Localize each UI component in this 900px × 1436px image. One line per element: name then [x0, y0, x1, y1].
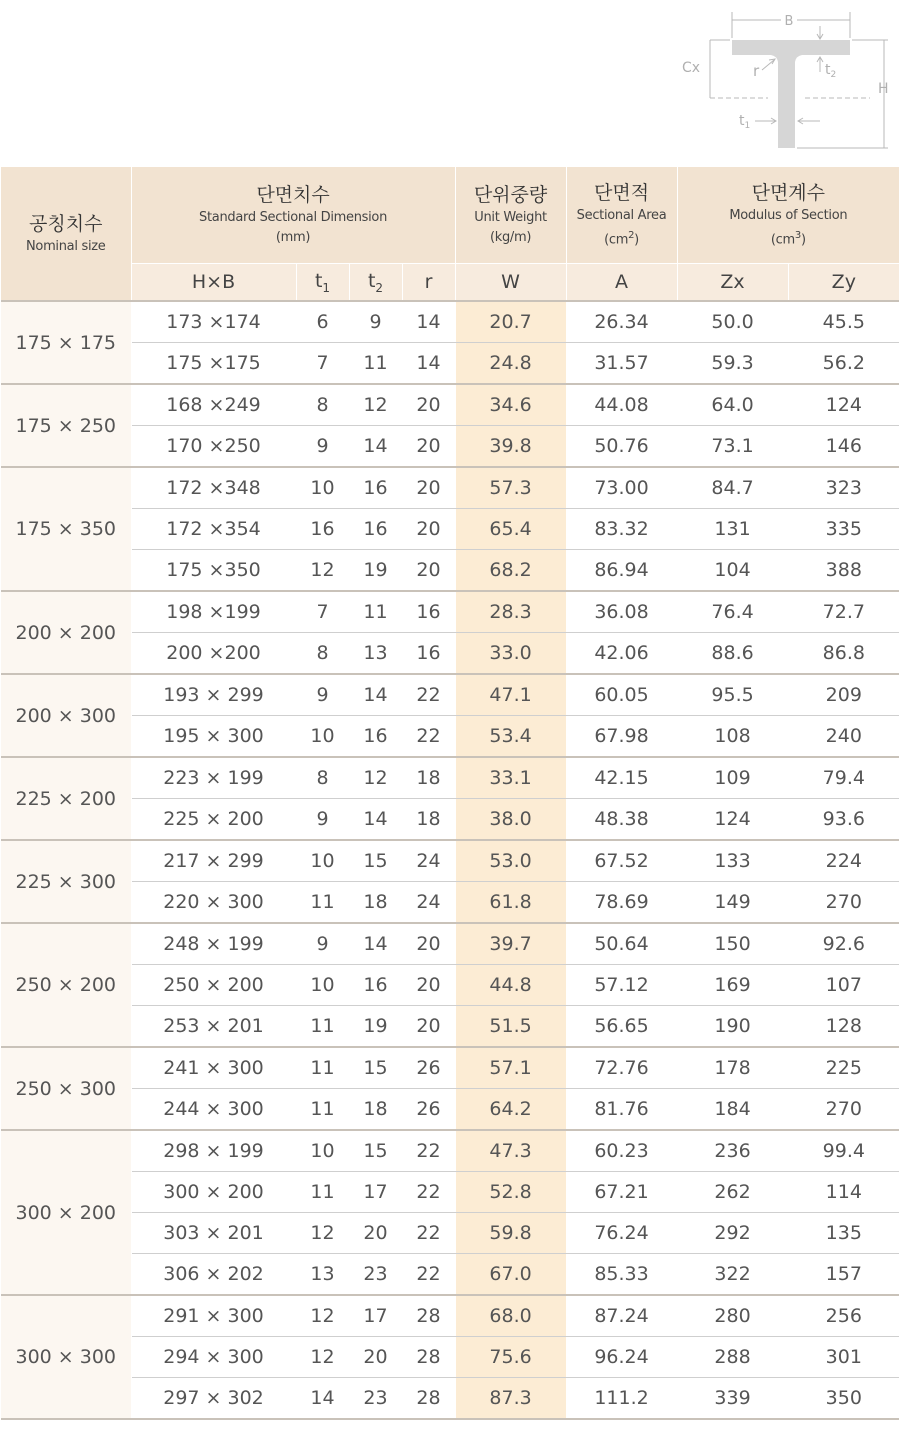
- cell-t1: 9: [296, 799, 349, 841]
- cell-zy: 79.4: [788, 757, 899, 799]
- cell-t1: 7: [296, 591, 349, 633]
- cell-r: 24: [402, 840, 455, 882]
- cell-hxb: 223 × 199: [131, 757, 296, 799]
- header-unit-weight: 단위중량 Unit Weight (kg/m): [455, 167, 566, 264]
- nominal-size-cell: 300 × 200: [1, 1130, 131, 1295]
- cell-zx: 280: [677, 1295, 788, 1337]
- cell-a: 67.52: [566, 840, 677, 882]
- cell-w: 51.5: [455, 1006, 566, 1048]
- cell-w: 65.4: [455, 509, 566, 550]
- cell-zx: 178: [677, 1047, 788, 1089]
- cell-zx: 339: [677, 1378, 788, 1420]
- table-row: [1, 882, 899, 924]
- cell-hxb: 175 ×175: [131, 343, 296, 385]
- cell-t2: 17: [349, 1295, 402, 1337]
- table-row: [1, 633, 899, 675]
- table-body: [1, 301, 899, 1419]
- cell-hxb: 220 × 300: [131, 882, 296, 924]
- cell-zy: 128: [788, 1006, 899, 1048]
- cell-zx: 95.5: [677, 674, 788, 716]
- table-row: [1, 1378, 899, 1420]
- cell-hxb: 193 × 299: [131, 674, 296, 716]
- cell-w: 53.4: [455, 716, 566, 758]
- cell-r: 20: [402, 384, 455, 426]
- table-row: [1, 1337, 899, 1378]
- cell-a: 48.38: [566, 799, 677, 841]
- nominal-size-cell: 225 × 200: [1, 757, 131, 840]
- cell-w: 57.1: [455, 1047, 566, 1089]
- cell-a: 36.08: [566, 591, 677, 633]
- table-row: [1, 1089, 899, 1131]
- cell-a: 44.08: [566, 384, 677, 426]
- nominal-size-cell: 200 × 300: [1, 674, 131, 757]
- cell-r: 14: [402, 343, 455, 385]
- cell-t2: 14: [349, 923, 402, 965]
- cell-a: 42.15: [566, 757, 677, 799]
- cell-zy: 256: [788, 1295, 899, 1337]
- cell-r: 28: [402, 1337, 455, 1378]
- cell-a: 26.34: [566, 301, 677, 343]
- cell-t1: 10: [296, 716, 349, 758]
- cell-t1: 8: [296, 633, 349, 675]
- header-sectional-area: 단면적 Sectional Area $(cm^2)$: [566, 167, 677, 264]
- cell-w: 44.8: [455, 965, 566, 1006]
- cell-t1: 11: [296, 1047, 349, 1089]
- label-b: B: [784, 14, 794, 29]
- cell-zx: 292: [677, 1213, 788, 1254]
- cell-a: 87.24: [566, 1295, 677, 1337]
- cell-zx: 84.7: [677, 467, 788, 509]
- nominal-size-cell: 250 × 300: [1, 1047, 131, 1130]
- cell-zy: 99.4: [788, 1130, 899, 1172]
- cell-t2: 14: [349, 426, 402, 468]
- cell-r: 20: [402, 550, 455, 592]
- cell-a: 96.24: [566, 1337, 677, 1378]
- cell-t2: 18: [349, 882, 402, 924]
- col-t1: $t_1$: [296, 264, 349, 302]
- table-row: [1, 923, 899, 965]
- cell-t2: 11: [349, 591, 402, 633]
- cell-r: 26: [402, 1047, 455, 1089]
- cell-r: 22: [402, 1213, 455, 1254]
- cell-zy: 350: [788, 1378, 899, 1420]
- cell-hxb: 294 × 300: [131, 1337, 296, 1378]
- cell-hxb: 172 ×354: [131, 509, 296, 550]
- table-row: [1, 591, 899, 633]
- cell-r: 28: [402, 1295, 455, 1337]
- cell-t1: 14: [296, 1378, 349, 1420]
- cell-t2: 9: [349, 301, 402, 343]
- cell-t2: 16: [349, 467, 402, 509]
- cell-w: 24.8: [455, 343, 566, 385]
- cell-zy: 107: [788, 965, 899, 1006]
- cell-t1: 10: [296, 467, 349, 509]
- table-row: [1, 1295, 899, 1337]
- cell-a: 50.76: [566, 426, 677, 468]
- cell-t2: 13: [349, 633, 402, 675]
- cell-r: 22: [402, 1130, 455, 1172]
- cell-w: 52.8: [455, 1172, 566, 1213]
- cell-a: 83.32: [566, 509, 677, 550]
- cell-t2: 17: [349, 1172, 402, 1213]
- cell-r: 18: [402, 757, 455, 799]
- cell-r: 22: [402, 1172, 455, 1213]
- cell-t2: 15: [349, 1130, 402, 1172]
- table-row: [1, 1130, 899, 1172]
- cell-w: 33.1: [455, 757, 566, 799]
- cell-t2: 14: [349, 799, 402, 841]
- cell-zx: 150: [677, 923, 788, 965]
- cell-t2: 15: [349, 840, 402, 882]
- cell-zx: 236: [677, 1130, 788, 1172]
- cell-r: 20: [402, 426, 455, 468]
- cell-hxb: 225 × 200: [131, 799, 296, 841]
- nominal-size-cell: 175 × 350: [1, 467, 131, 591]
- cell-a: 78.69: [566, 882, 677, 924]
- cell-w: 20.7: [455, 301, 566, 343]
- cell-t2: 19: [349, 1006, 402, 1048]
- cell-t2: 16: [349, 509, 402, 550]
- cell-zy: 335: [788, 509, 899, 550]
- cell-t2: 15: [349, 1047, 402, 1089]
- cell-t2: 23: [349, 1254, 402, 1296]
- cell-zx: 124: [677, 799, 788, 841]
- cell-t1: 12: [296, 550, 349, 592]
- cell-zy: 92.6: [788, 923, 899, 965]
- cell-t2: 23: [349, 1378, 402, 1420]
- cell-t2: 20: [349, 1213, 402, 1254]
- cell-r: 20: [402, 965, 455, 1006]
- cell-zx: 59.3: [677, 343, 788, 385]
- cell-w: 68.0: [455, 1295, 566, 1337]
- cell-zx: 133: [677, 840, 788, 882]
- cell-hxb: 173 ×174: [131, 301, 296, 343]
- cell-t2: 16: [349, 965, 402, 1006]
- cell-zy: 45.5: [788, 301, 899, 343]
- cell-r: 16: [402, 591, 455, 633]
- table-row: [1, 467, 899, 509]
- cell-w: 53.0: [455, 840, 566, 882]
- table-row: [1, 509, 899, 550]
- cell-hxb: 297 × 302: [131, 1378, 296, 1420]
- table-row: [1, 799, 899, 841]
- cell-zx: 108: [677, 716, 788, 758]
- cell-r: 20: [402, 509, 455, 550]
- cell-hxb: 250 × 200: [131, 965, 296, 1006]
- cell-w: 75.6: [455, 1337, 566, 1378]
- cell-t1: 12: [296, 1337, 349, 1378]
- cell-t1: 8: [296, 384, 349, 426]
- cell-a: 50.64: [566, 923, 677, 965]
- cell-t2: 19: [349, 550, 402, 592]
- cell-a: 81.76: [566, 1089, 677, 1131]
- cell-hxb: 300 × 200: [131, 1172, 296, 1213]
- cell-r: 20: [402, 467, 455, 509]
- cell-t2: 11: [349, 343, 402, 385]
- cell-a: 67.21: [566, 1172, 677, 1213]
- t-section-shape: [732, 40, 850, 148]
- cell-hxb: 195 × 300: [131, 716, 296, 758]
- cell-t1: 6: [296, 301, 349, 343]
- cell-hxb: 253 × 201: [131, 1006, 296, 1048]
- cell-zy: 240: [788, 716, 899, 758]
- cell-r: 22: [402, 716, 455, 758]
- cell-t1: 8: [296, 757, 349, 799]
- cell-w: 34.6: [455, 384, 566, 426]
- col-a: A: [566, 264, 677, 302]
- cell-a: 42.06: [566, 633, 677, 675]
- cell-t1: 9: [296, 674, 349, 716]
- cell-zy: 301: [788, 1337, 899, 1378]
- cell-t1: 16: [296, 509, 349, 550]
- table-row: [1, 1006, 899, 1048]
- cell-zy: 270: [788, 1089, 899, 1131]
- label-cx: Cx: [682, 60, 701, 76]
- cell-t2: 16: [349, 716, 402, 758]
- nominal-size-cell: 225 × 300: [1, 840, 131, 923]
- cell-r: 14: [402, 301, 455, 343]
- cell-zy: 270: [788, 882, 899, 924]
- cell-zy: 86.8: [788, 633, 899, 675]
- cell-a: 72.76: [566, 1047, 677, 1089]
- label-r: r: [753, 62, 760, 80]
- cell-r: 24: [402, 882, 455, 924]
- cell-t1: 12: [296, 1213, 349, 1254]
- table-row: [1, 1213, 899, 1254]
- table-row: [1, 840, 899, 882]
- cell-zx: 64.0: [677, 384, 788, 426]
- cell-a: 56.65: [566, 1006, 677, 1048]
- cell-zx: 184: [677, 1089, 788, 1131]
- cell-t1: 13: [296, 1254, 349, 1296]
- nominal-size-cell: 175 × 250: [1, 384, 131, 467]
- cell-zx: 88.6: [677, 633, 788, 675]
- col-r: r: [402, 264, 455, 302]
- cell-t1: 9: [296, 426, 349, 468]
- cell-w: 38.0: [455, 799, 566, 841]
- cell-w: 39.7: [455, 923, 566, 965]
- nominal-size-cell: 300 × 300: [1, 1295, 131, 1419]
- cell-w: 47.1: [455, 674, 566, 716]
- cell-hxb: 198 ×199: [131, 591, 296, 633]
- cell-zx: 169: [677, 965, 788, 1006]
- cell-r: 22: [402, 1254, 455, 1296]
- cell-hxb: 244 × 300: [131, 1089, 296, 1131]
- cell-zy: 146: [788, 426, 899, 468]
- cell-zy: 114: [788, 1172, 899, 1213]
- table-row: [1, 1172, 899, 1213]
- cell-r: 20: [402, 923, 455, 965]
- header-modulus-of-section: 단면계수 Modulus of Section $(cm^3)$: [677, 167, 899, 264]
- cell-t1: 9: [296, 923, 349, 965]
- label-t1: $t_1$: [739, 113, 751, 131]
- nominal-size-cell: 200 × 200: [1, 591, 131, 674]
- label-h: H: [878, 81, 889, 97]
- cell-zx: 190: [677, 1006, 788, 1048]
- col-zx: Zx: [677, 264, 788, 302]
- cell-a: 76.24: [566, 1213, 677, 1254]
- cell-zx: 50.0: [677, 301, 788, 343]
- cell-zx: 288: [677, 1337, 788, 1378]
- cell-t1: 7: [296, 343, 349, 385]
- cell-hxb: 298 × 199: [131, 1130, 296, 1172]
- cell-hxb: 172 ×348: [131, 467, 296, 509]
- cell-w: 59.8: [455, 1213, 566, 1254]
- cell-t2: 12: [349, 384, 402, 426]
- cell-zx: 73.1: [677, 426, 788, 468]
- cell-zy: 209: [788, 674, 899, 716]
- cell-zy: 56.2: [788, 343, 899, 385]
- table-row: [1, 426, 899, 468]
- col-zy: Zy: [788, 264, 899, 302]
- cell-a: 73.00: [566, 467, 677, 509]
- cell-t2: 14: [349, 674, 402, 716]
- table-row: [1, 757, 899, 799]
- cell-a: 60.05: [566, 674, 677, 716]
- cell-a: 85.33: [566, 1254, 677, 1296]
- cell-zx: 104: [677, 550, 788, 592]
- cell-a: 111.2: [566, 1378, 677, 1420]
- header-sectional-dimension: 단면치수 Standard Sectional Dimension (mm): [131, 167, 455, 264]
- cell-zy: 135: [788, 1213, 899, 1254]
- col-w: W: [455, 264, 566, 302]
- cell-r: 22: [402, 674, 455, 716]
- table-row: [1, 550, 899, 592]
- cell-hxb: 217 × 299: [131, 840, 296, 882]
- cell-zx: 76.4: [677, 591, 788, 633]
- cell-r: 28: [402, 1378, 455, 1420]
- t-section-diagram: [670, 0, 900, 160]
- cell-zx: 109: [677, 757, 788, 799]
- cell-hxb: 175 ×350: [131, 550, 296, 592]
- cell-zy: 157: [788, 1254, 899, 1296]
- cell-zx: 131: [677, 509, 788, 550]
- cell-a: 57.12: [566, 965, 677, 1006]
- cell-hxb: 248 × 199: [131, 923, 296, 965]
- cell-t1: 10: [296, 1130, 349, 1172]
- cell-t2: 12: [349, 757, 402, 799]
- t-section-spec-table: [1, 167, 899, 1420]
- cell-t1: 11: [296, 882, 349, 924]
- cell-w: 64.2: [455, 1089, 566, 1131]
- cell-r: 16: [402, 633, 455, 675]
- cell-hxb: 170 ×250: [131, 426, 296, 468]
- col-t2: $t_2$: [349, 264, 402, 302]
- cell-hxb: 306 × 202: [131, 1254, 296, 1296]
- cell-r: 26: [402, 1089, 455, 1131]
- cell-t2: 20: [349, 1337, 402, 1378]
- cell-t1: 11: [296, 1172, 349, 1213]
- cell-w: 57.3: [455, 467, 566, 509]
- cell-a: 67.98: [566, 716, 677, 758]
- cell-w: 39.8: [455, 426, 566, 468]
- table-row: [1, 343, 899, 385]
- cell-t1: 11: [296, 1089, 349, 1131]
- nominal-size-cell: 175 × 175: [1, 301, 131, 384]
- cell-w: 67.0: [455, 1254, 566, 1296]
- cell-r: 18: [402, 799, 455, 841]
- nominal-size-cell: 250 × 200: [1, 923, 131, 1047]
- cell-t1: 12: [296, 1295, 349, 1337]
- cell-w: 47.3: [455, 1130, 566, 1172]
- cell-r: 20: [402, 1006, 455, 1048]
- cell-zy: 124: [788, 384, 899, 426]
- table-row: [1, 674, 899, 716]
- cell-hxb: 303 × 201: [131, 1213, 296, 1254]
- cell-t1: 11: [296, 1006, 349, 1048]
- cell-w: 28.3: [455, 591, 566, 633]
- cell-hxb: 168 ×249: [131, 384, 296, 426]
- label-t2: $t_2$: [825, 62, 837, 80]
- cell-zy: 388: [788, 550, 899, 592]
- cell-w: 61.8: [455, 882, 566, 924]
- cell-zy: 224: [788, 840, 899, 882]
- table-row: [1, 301, 899, 343]
- cell-zx: 262: [677, 1172, 788, 1213]
- cell-a: 31.57: [566, 343, 677, 385]
- cell-t2: 18: [349, 1089, 402, 1131]
- table-row: [1, 965, 899, 1006]
- table-row: [1, 1254, 899, 1296]
- table-row: [1, 384, 899, 426]
- cell-zx: 149: [677, 882, 788, 924]
- cell-w: 87.3: [455, 1378, 566, 1420]
- cell-t1: 10: [296, 965, 349, 1006]
- cell-w: 68.2: [455, 550, 566, 592]
- cell-a: 60.23: [566, 1130, 677, 1172]
- cell-hxb: 200 ×200: [131, 633, 296, 675]
- cell-zy: 72.7: [788, 591, 899, 633]
- col-hxb: H×B: [131, 264, 296, 302]
- cell-zy: 225: [788, 1047, 899, 1089]
- cell-zx: 322: [677, 1254, 788, 1296]
- cell-a: 86.94: [566, 550, 677, 592]
- cell-t1: 10: [296, 840, 349, 882]
- table-row: [1, 716, 899, 758]
- cell-w: 33.0: [455, 633, 566, 675]
- cell-zy: 323: [788, 467, 899, 509]
- cell-hxb: 291 × 300: [131, 1295, 296, 1337]
- cell-zy: 93.6: [788, 799, 899, 841]
- cell-hxb: 241 × 300: [131, 1047, 296, 1089]
- header-nominal-size: 공칭치수 Nominal size: [1, 167, 131, 301]
- table-row: [1, 1047, 899, 1089]
